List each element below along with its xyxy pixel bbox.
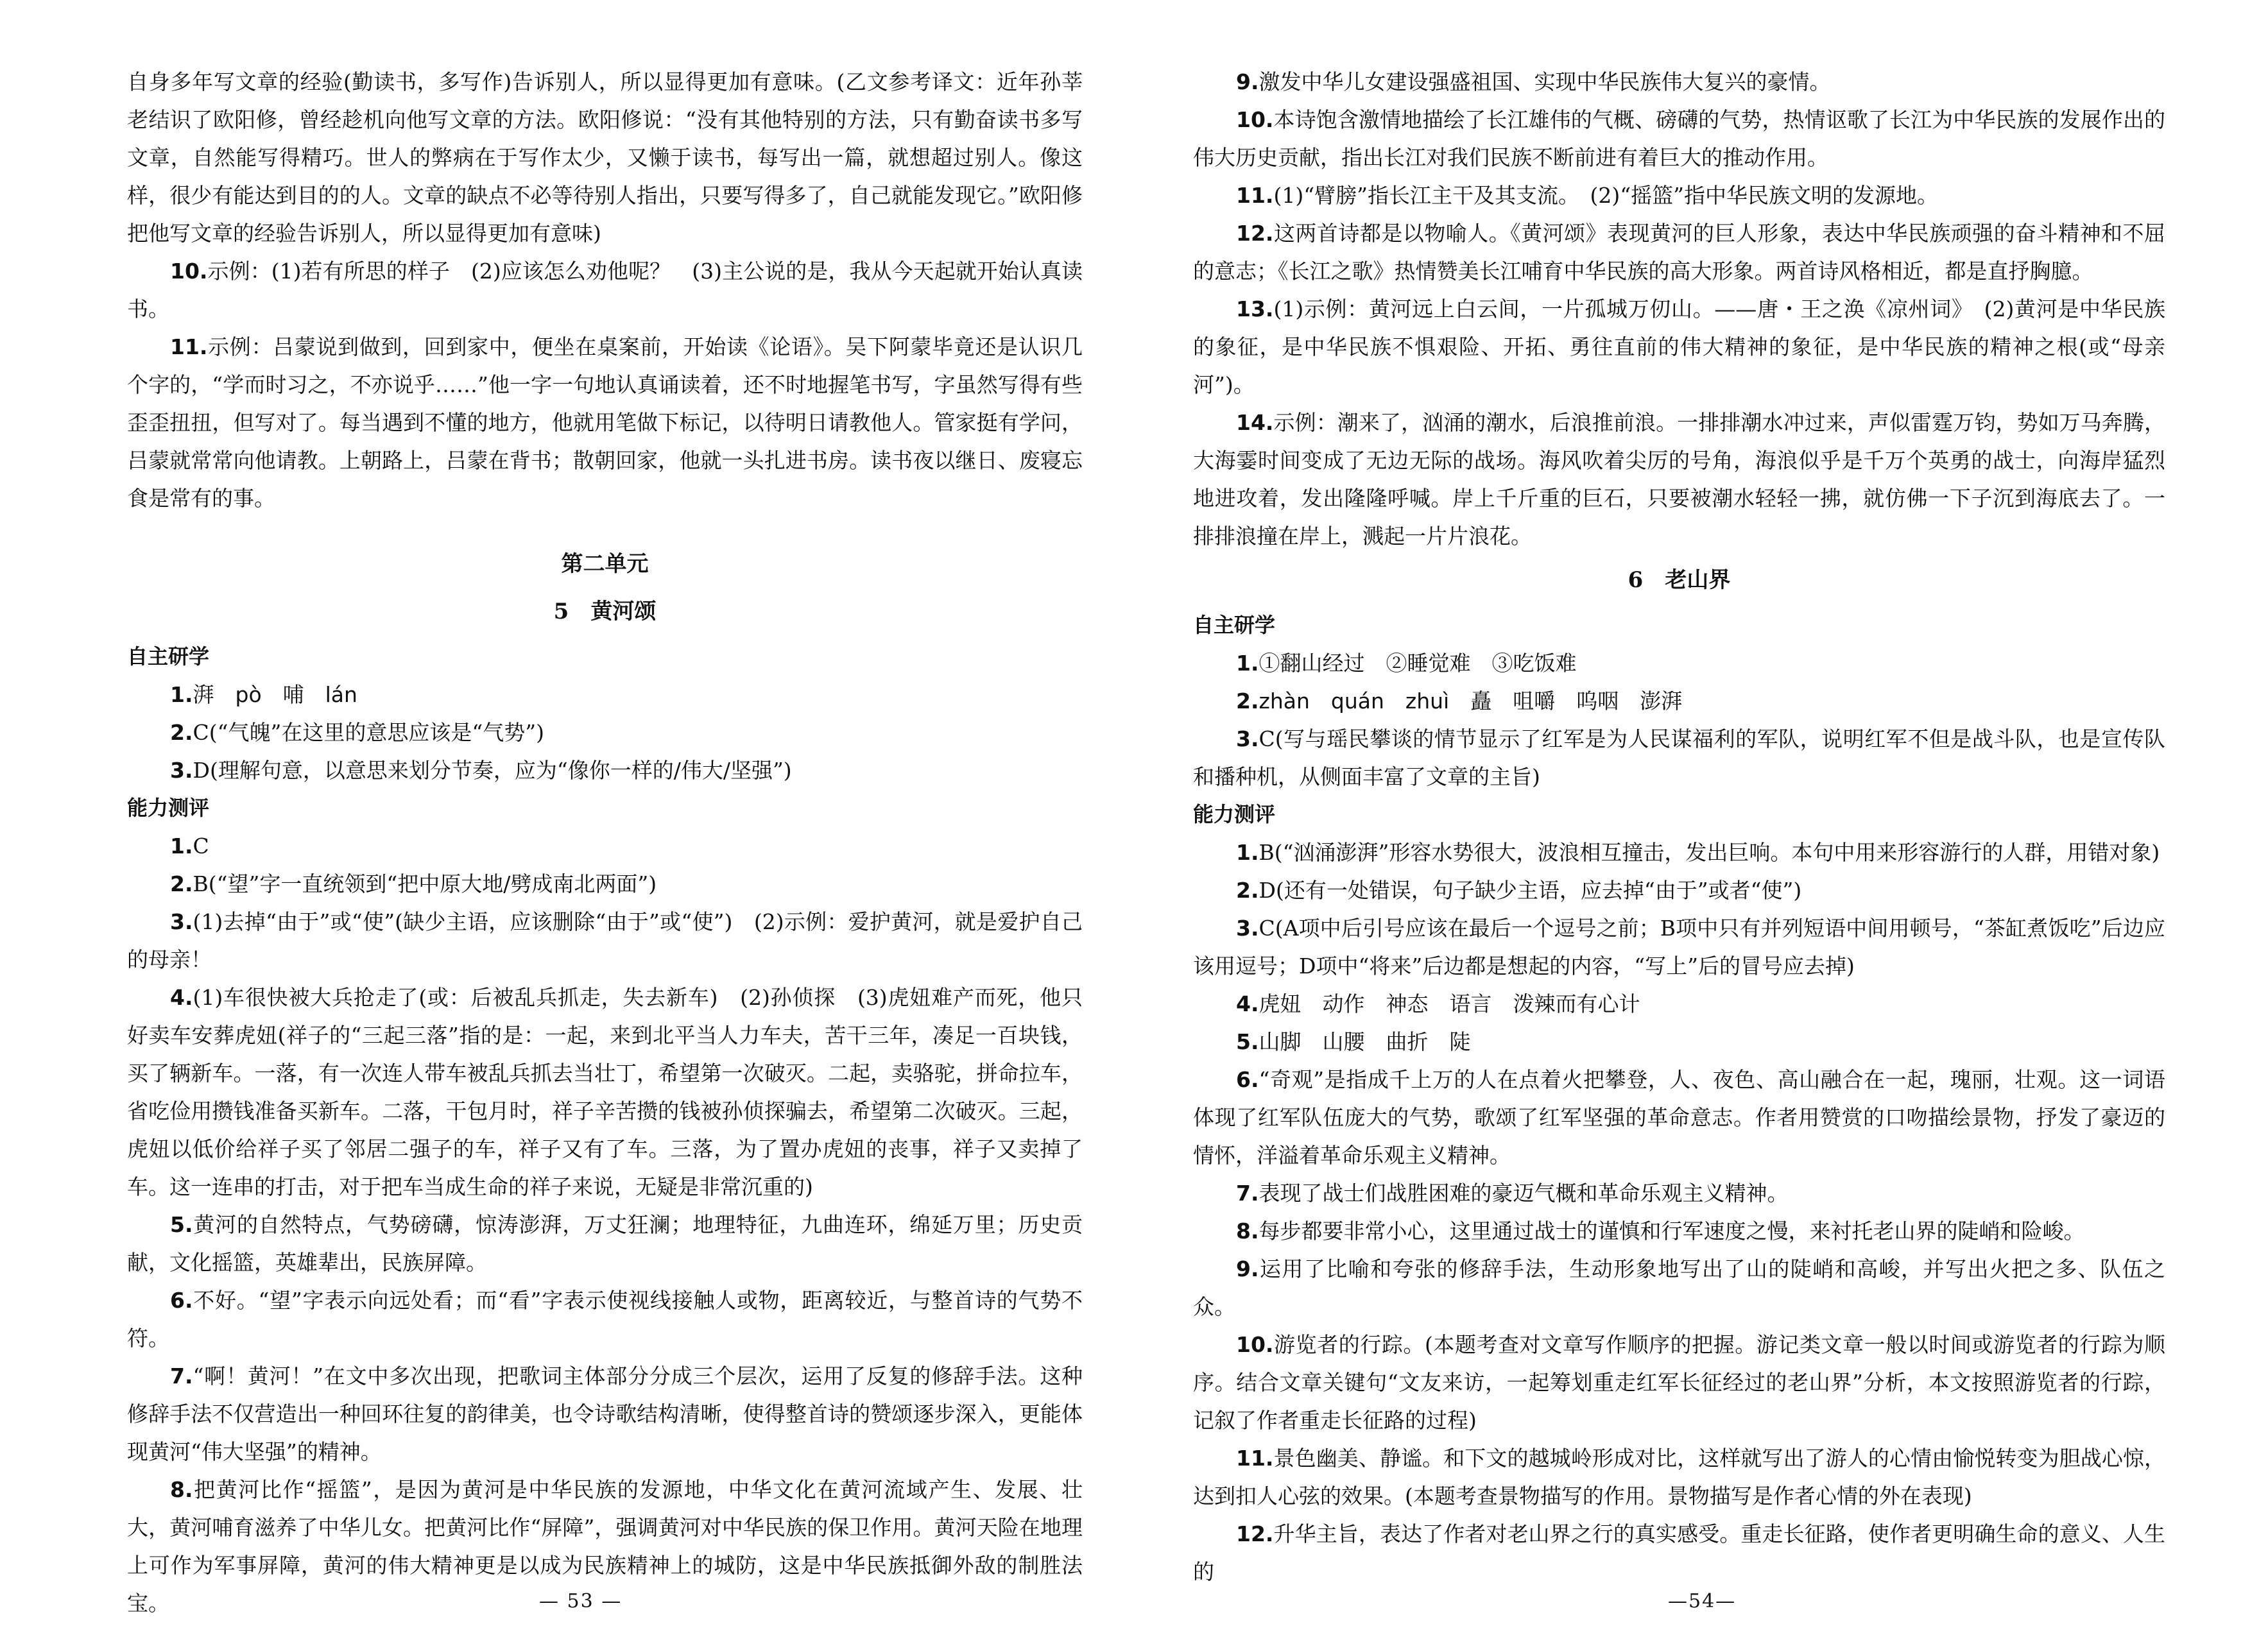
item-text: C(A项中后引号应该在最后一个逗号之前；B项中只有并列短语中间用顿号，“茶缸煮饭吃”后边应该用逗号；D项中“将来”后边都是想起的内容，“写上”后的冒号应去掉): [1193, 916, 2165, 979]
item-text: (1)“臂膀”指长江主干及其支流。 (2)“摇篮”指中华民族文明的发源地。: [1273, 183, 1938, 208]
answer-item: [1193, 404, 2165, 555]
item-number: 7.: [170, 1364, 193, 1389]
item-text: C(写与瑶民攀谈的情节显示了红军是为人民谋福利的军队，说明红军不但是战斗队，也是宣传队和播种机，从侧面丰富了文章的主旨): [1193, 726, 2165, 789]
page-number: —54—: [1668, 1590, 1737, 1612]
answer-item: [1193, 1250, 2165, 1326]
item-number: 4.: [1236, 991, 1259, 1016]
item-number: 13.: [1236, 296, 1274, 321]
item-number: 9.: [1236, 1256, 1259, 1281]
answer-item: [1193, 1326, 2165, 1439]
answer-item: [127, 328, 1083, 517]
answer-item: [1193, 871, 2165, 909]
answer-item: [1193, 290, 2165, 404]
item-text: B(“汹涌澎湃”形容水势很大，波浪相互撞击，发出巨响。本句中用来形容游行的人群，用错对象): [1259, 840, 2160, 865]
item-number: 11.: [1236, 1446, 1274, 1471]
item-text: “啊！黄河！”在文中多次出现，把歌词主体部分分成三个层次，运用了反复的修辞手法。这种修辞手法不仅营造出一种回环往复的韵律美，也令诗歌结构清晰，使得整首诗的赞颂逐步深入，更能体现黄河“伟大坚强”的精神。: [127, 1364, 1083, 1464]
answer-item: [1193, 909, 2165, 985]
item-number: 3.: [1236, 916, 1259, 941]
item-number: 3.: [170, 909, 193, 934]
item-text: 山脚 山腰 曲折 陡: [1259, 1029, 1471, 1054]
item-number: 5.: [170, 1212, 193, 1237]
item-number: 11.: [1236, 183, 1274, 208]
answer-item: [127, 1206, 1083, 1281]
item-text: D(还有一处错误，句子缺少主语，应去掉“由于”或者“使”): [1259, 878, 1802, 903]
item-text: 黄河的自然特点，气势磅礴，惊涛澎湃，万丈狂澜；地理特征，九曲连环，绵延万里；历史贡献，文化摇篮，英雄辈出，民族屏障。: [127, 1212, 1083, 1275]
item-number: 6.: [170, 1288, 193, 1313]
item-number: 2.: [170, 720, 193, 745]
item-number: 7.: [1236, 1181, 1259, 1206]
item-text: 表现了战士们战胜困难的豪迈气概和革命乐观主义精神。: [1259, 1181, 1789, 1206]
item-text: 湃 pò 哺 lán: [193, 682, 357, 707]
item-text: “奇观”是指成千上万的人在点着火把攀登，人、夜色、高山融合在一起，瑰丽，壮观。这一词语体现了红军队伍庞大的气势，歌颂了红军坚强的革命意志。作者用赞赏的口吻描绘景物，抒发了豪迈的情怀，洋溢着革命乐观主义精神。: [1193, 1067, 2165, 1168]
item-text: 示例：(1)若有所思的样子 (2)应该怎么劝他呢？ (3)主公说的是，我从今天起就开始认真读书。: [127, 259, 1083, 321]
answer-item: [127, 676, 1083, 714]
answer-item: [127, 979, 1083, 1206]
answer-item: [127, 1357, 1083, 1471]
page-number: — 53 —: [539, 1590, 623, 1612]
answer-item: [127, 1281, 1083, 1357]
item-number: 12.: [1236, 221, 1274, 246]
item-number: 11.: [170, 334, 208, 359]
item-text: (1)车很快被大兵抢走了(或：后被乱兵抓走，失去新车) (2)孙侦探 (3)虎妞难产而死，他只好卖车安葬虎妞(祥子的“三起三落”指的是：一起，来到北平当人力车夫，苦干三年，凑足一百块钱，买了辆新车。一落，有一次连人带车被乱兵抓去当壮丁，希望第一次破灭。二起，卖骆驼，拼命拉车，省吃俭用攒钱准备买新车。二落，干包月时，祥子辛苦攒的钱被孙侦探骗去，希望第二次破灭。三起，虎妞以低价给祥子买了邻居二强子的车，祥子又有了车。三落，为了置办虎妞的丧事，祥子又卖掉了车。这一连串的打击，对于把车当成生命的祥子来说，无疑是非常沉重的): [127, 985, 1083, 1199]
answer-item: [127, 751, 1083, 789]
item-number: 10.: [170, 259, 208, 284]
item-number: 14.: [1236, 410, 1274, 435]
section-heading: 自主研学: [127, 644, 210, 669]
item-text: ①翻山经过 ②睡觉难 ③吃饭难: [1259, 651, 1577, 676]
item-number: 9.: [1236, 69, 1259, 94]
answer-item: [127, 865, 1083, 903]
item-text: 示例：潮来了，汹涌的潮水，后浪推前浪。一排排潮水冲过来，声似雷霆万钧，势如万马奔腾，大海霎时间变成了无边无际的战场。海风吹着尖厉的号角，海浪似乎是千万个英勇的战士，向海岸猛烈地进攻着，发出隆隆呼喊。岸上千斤重的巨石，只要被潮水轻轻一拂，就仿佛一下子沉到海底去了。一排排浪撞在岸上，溅起一片片浪花。: [1193, 410, 2165, 549]
item-number: 1.: [170, 834, 193, 859]
item-number: 8.: [170, 1477, 193, 1502]
item-number: 5.: [1236, 1029, 1259, 1054]
paragraph: 自身多年写文章的经验(勤读书，多写作)告诉别人，所以显得更加有意味。(乙文参考译文：近年孙莘老结识了欧阳修，曾经趁机向他写文章的方法。欧阳修说：“没有其他特别的方法，只有勤奋读书多写文章，自然能写得精巧。世人的弊病在于写作太少，又懒于读书，每写出一篇，就想超过别人。像这样，很少有能达到目的的人。文章的缺点不必等待别人指出，只要写得多了，自己就能发现它。”欧阳修把他写文章的经验告诉别人，所以显得更加有意味): [127, 69, 1083, 246]
item-number: 10.: [1236, 1332, 1274, 1357]
answer-item: [1193, 1023, 2165, 1061]
answer-item: [127, 903, 1083, 979]
answer-item: [1193, 176, 2165, 214]
item-number: 8.: [1236, 1219, 1259, 1244]
answer-item: [1193, 834, 2165, 871]
lesson-title: 6 老山界: [1628, 567, 1731, 593]
answer-item: [1193, 1061, 2165, 1174]
answer-item: [1193, 1174, 2165, 1212]
item-text: 虎妞 动作 神态 语言 泼辣而有心计: [1259, 991, 1640, 1016]
item-text: 这两首诗都是以物喻人。《黄河颂》表现黄河的巨人形象，表达中华民族顽强的奋斗精神和不屈的意志；《长江之歌》热情赞美长江哺育中华民族的高大形象。两首诗风格相近，都是直抒胸臆。: [1193, 221, 2165, 284]
item-number: 2.: [170, 871, 193, 896]
answer-item: [1193, 682, 2165, 720]
item-number: 2.: [1236, 688, 1259, 714]
item-text: 示例：吕蒙说到做到，回到家中，便坐在桌案前，开始读《论语》。吴下阿蒙毕竟还是认识几个字的，“学而时习之，不亦说乎……”他一字一句地认真诵读着，还不时地握笔书写，字虽然写得有些歪歪扭扭，但写对了。每当遇到不懂的地方，他就用笔做下标记，以待明日请教他人。管家挺有学问，吕蒙就常常向他请教。上朝路上，吕蒙在背书；散朝回家，他就一头扎进书房。读书夜以继日、废寝忘食是常有的事。: [127, 334, 1083, 511]
item-number: 1.: [1236, 651, 1259, 676]
item-text: D(理解句意，以意思来划分节奏，应为“像你一样的/伟大/坚强”): [193, 758, 792, 783]
item-text: 激发中华儿女建设强盛祖国、实现中华民族伟大复兴的豪情。: [1259, 69, 1831, 94]
item-text: 升华主旨，表达了作者对老山界之行的真实感受。重走长征路，使作者更明确生命的意义、人生的: [1193, 1521, 2165, 1584]
answer-item: [1193, 1515, 2165, 1591]
item-number: 12.: [1236, 1521, 1274, 1546]
item-text: 把黄河比作“摇篮”，是因为黄河是中华民族的发源地，中华文化在黄河流域产生、发展、壮大，黄河哺育滋养了中华儿女。把黄河比作“屏障”，强调黄河对中华民族的保卫作用。黄河天险在地理上可作为军事屏障，黄河的伟大精神更是以成为民族精神上的城防，这是中华民族抵御外敌的制胜法宝。: [127, 1477, 1083, 1616]
answer-item: [1193, 214, 2165, 290]
answer-item: [1193, 1439, 2165, 1515]
item-text: 运用了比喻和夸张的修辞手法，生动形象地写出了山的陡峭和高峻，并写出火把之多、队伍之众。: [1193, 1256, 2165, 1319]
item-text: 不好。“望”字表示向远处看；而“看”字表示使视线接触人或物，距离较近，与整首诗的气势不符。: [127, 1288, 1083, 1351]
item-text: zhàn quán zhuì 矗 咀嚼 呜咽 澎湃: [1259, 688, 1683, 714]
item-text: 每步都要非常小心，这里通过战士的谨慎和行军速度之慢，来衬托老山界的陡峭和险峻。: [1259, 1219, 2085, 1244]
item-text: 景色幽美、静谧。和下文的越城岭形成对比，这样就写出了游人的心情由愉悦转变为胆战心惊，达到扣人心弦的效果。(本题考查景物描写的作用。景物描写是作者心情的外在表现): [1193, 1446, 2165, 1509]
item-number: 2.: [1236, 878, 1259, 903]
right-page: [1134, 0, 2268, 1642]
answer-item: [127, 827, 1083, 865]
item-number: 4.: [170, 985, 193, 1010]
section-heading: 能力测评: [1193, 802, 1276, 826]
item-number: 3.: [1236, 726, 1259, 751]
unit-title: 第二单元: [561, 551, 649, 577]
item-number: 6.: [1236, 1067, 1259, 1092]
item-number: 1.: [1236, 840, 1259, 865]
item-text: C: [193, 834, 209, 859]
section-heading: 能力测评: [127, 796, 210, 820]
answer-item: [127, 714, 1083, 751]
item-text: C(“气魄”在这里的意思应该是“气势”): [193, 720, 544, 745]
item-text: (1)示例：黄河远上白云间，一片孤城万仞山。——唐・王之涣《凉州词》 (2)黄河是中华民族的象征，是中华民族不惧艰险、开拓、勇往直前的伟大精神的象征，是中华民族的精神之根(或“母亲河”)。: [1193, 296, 2165, 397]
answer-item: [1193, 985, 2165, 1023]
answer-item: [1193, 1212, 2165, 1250]
item-text: 游览者的行踪。(本题考查对文章写作顺序的把握。游记类文章一般以时间或游览者的行踪为顺序。结合文章关键句“文友来访，一起筹划重走红军长征经过的老山界”分析，本文按照游览者的行踪，记叙了作者重走长征路的过程): [1193, 1332, 2165, 1433]
answer-item: [1193, 644, 2165, 682]
answer-item: [1193, 63, 2165, 101]
item-text: (1)去掉“由于”或“使”(缺少主语，应该删除“由于”或“使”) (2)示例：爱护黄河，就是爱护自己的母亲！: [127, 909, 1083, 972]
item-text: B(“望”字一直统领到“把中原大地/劈成南北两面”): [193, 871, 657, 896]
answer-item: [127, 252, 1083, 328]
item-number: 10.: [1236, 107, 1274, 132]
section-heading: 自主研学: [1193, 613, 1276, 637]
item-number: 1.: [170, 682, 193, 707]
answer-item: [1193, 720, 2165, 796]
item-text: 本诗饱含激情地描绘了长江雄伟的气概、磅礴的气势，热情讴歌了长江为中华民族的发展作出的伟大历史贡献，指出长江对我们民族不断前进有着巨大的推动作用。: [1193, 107, 2165, 170]
lesson-title: 5 黄河颂: [553, 599, 657, 624]
answer-item: [1193, 101, 2165, 176]
item-number: 3.: [170, 758, 193, 783]
